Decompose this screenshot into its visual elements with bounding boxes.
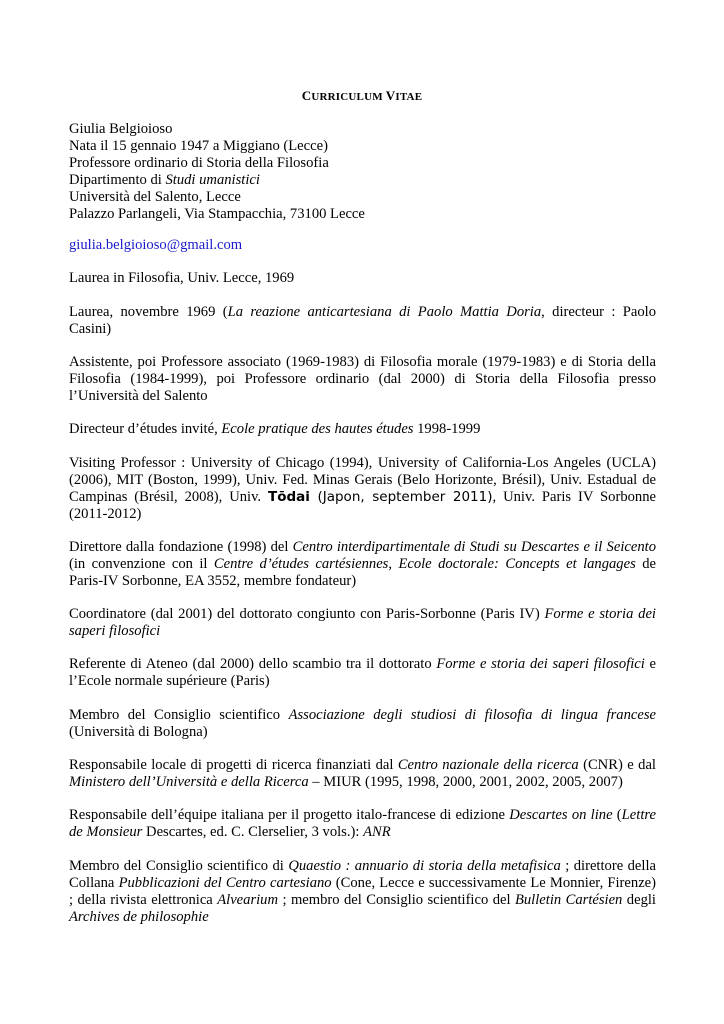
position: Professore ordinario di Storia della Filosofia — [69, 155, 329, 171]
address: Palazzo Parlangeli, Via Stampacchia, 73100 Lecce — [69, 206, 365, 222]
responsabile-equipe: Responsabile dell’équipe italiana per il progetto italo-francese di edizione Descartes on line (Lettre de Monsieur Descartes, ed. C. Clerselier, 3 vols.): ANR — [69, 807, 656, 840]
person-name: Giulia Belgioioso — [69, 121, 173, 137]
direttore-centro: Direttore dalla fondazione (1998) del Centro interdipartimentale di Studi su Descartes e il Seicento (in convenzione con il Centre d’études cartésiennes, Ecole doctorale: Concepts et langages de Paris-IV Sorbonne, EA 3552, membre fondateur) — [69, 539, 656, 589]
document-title: CURRICULUM VITAE — [301, 88, 423, 103]
referente-ateneo: Referente di Ateneo (dal 2000) dello scambio tra il dottorato Forme e storia dei saperi filosofici e l’Ecole normale supérieure (Paris) — [69, 656, 656, 689]
birth-info: Nata il 15 gennaio 1947 a Miggiano (Lecce) — [69, 138, 328, 154]
directeur-etudes: Directeur d’études invité, Ecole pratique des hautes études 1998-1999 — [69, 421, 481, 437]
coordinatore-dottorato: Coordinatore (dal 2001) del dottorato congiunto con Paris-Sorbonne (Paris IV) Forme e storia dei saperi filosofici — [69, 606, 656, 639]
laurea-thesis: Laurea, novembre 1969 (La reazione anticartesiana di Paolo Mattia Doria, directeur : Paolo Casini) — [69, 304, 657, 337]
responsabile-progetti: Responsabile locale di progetti di ricerca finanziati dal Centro nazionale della ricerca (CNR) e dal Ministero dell’Università e della Ricerca – MIUR (1995, 1998, 2000, 2001, 2002, 2005, 2007) — [69, 757, 656, 790]
academic-career: Assistente, poi Professore associato (1969-1983) di Filosofia morale (1979-1983) e di Storia della Filosofia (1984-1999), poi Professore ordinario (dal 2000) di Storia della Filosofia presso l’Università del Salento — [69, 354, 656, 404]
department: Dipartimento di Studi umanistici — [69, 172, 260, 188]
university: Università del Salento, Lecce — [69, 189, 241, 205]
membro-consiglio-1: Membro del Consiglio scientifico Associazione degli studiosi di filosofia di lingua francese (Università di Bologna) — [69, 707, 656, 740]
membro-consiglio-2: Membro del Consiglio scientifico di Quaestio : annuario di storia della metafisica ; direttore della Collana Pubblicazioni del Centro cartesiano (Cone, Lecce e successivamente Le Monnier, Firenze) ; della rivista elettronica Alvearium ; membro del Consiglio scientifico del Bulletin Cartésien degli Archives de philosophie — [69, 858, 657, 925]
visiting-professor: Visiting Professor : University of Chicago (1994), University of California-Los Angeles (UCLA) (2006), MIT (Boston, 1999), Univ. Fed. Minas Gerais (Belo Horizonte, Brésil), Univ. Estadual de Campinas (Brésil, 2008), Univ. Tōdai (Japon, september 2011), Univ. Paris IV Sorbonne (2011-2012) — [69, 455, 656, 522]
email-link[interactable]: giulia.belgioioso@gmail.com — [69, 237, 243, 253]
contact-block — [69, 121, 656, 223]
laurea-filosofia: Laurea in Filosofia, Univ. Lecce, 1969 — [69, 270, 295, 286]
